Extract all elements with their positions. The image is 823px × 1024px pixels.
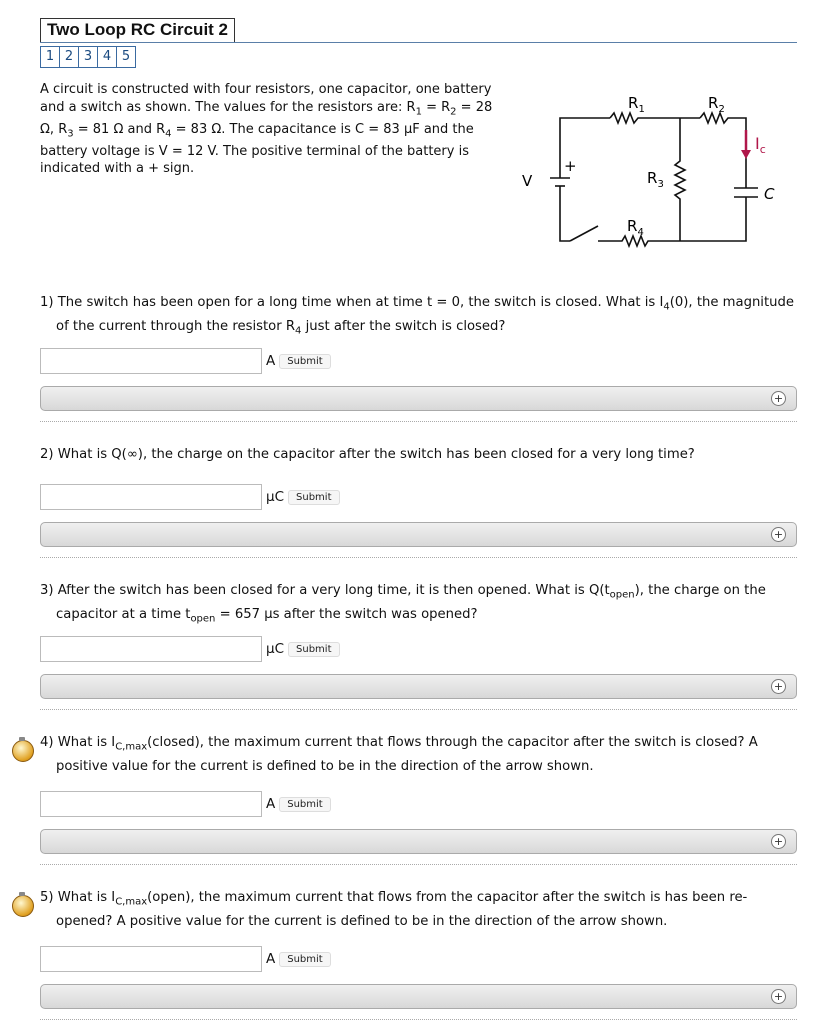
q5-text-b: (open), the maximum current that flows from the capacitor after the switch is has been re-opened? A positive value for the current is defined to be in the direction of the arrow shown. (56, 890, 748, 929)
q1-text-c: just after the switch is closed? (301, 318, 506, 334)
q5-unit: A (266, 951, 276, 967)
q3-submit-button[interactable]: Submit (288, 642, 339, 657)
tab-part-5[interactable]: 5 (116, 46, 136, 68)
q4-sub-1: C,max (115, 741, 148, 753)
q4-answer-input[interactable] (40, 791, 262, 817)
label-plus: + (564, 157, 577, 175)
problem-intro (40, 81, 500, 178)
intro-sub-3: 3 (67, 128, 74, 140)
resistor-r3 (675, 118, 685, 241)
q3-answer-row (40, 636, 340, 662)
q2-text: 2) What is Q(∞), the charge on the capacitor after the switch has been closed for a very long time? (40, 447, 695, 462)
q1-unit: A (266, 353, 276, 369)
intro-text-4: = 81 Ω and R (73, 121, 166, 137)
question-1 (40, 293, 800, 340)
q1-answer-row (40, 348, 331, 374)
divider (40, 709, 797, 710)
title-rule (40, 42, 797, 43)
timer-icon (12, 740, 34, 762)
expand-plus-icon[interactable]: + (771, 989, 786, 1004)
q5-sub-1: C,max (115, 896, 148, 908)
resistor-r4 (598, 203, 746, 246)
expand-plus-icon[interactable]: + (771, 391, 786, 406)
q2-answer-input[interactable] (40, 484, 262, 510)
switch (570, 226, 598, 241)
question-5 (40, 888, 800, 931)
current-label-ic: $I_c$ (755, 134, 766, 156)
q4-help-bar[interactable] (40, 829, 797, 854)
q1-sub-1: 4 (663, 301, 670, 313)
resistor-r1 (610, 113, 680, 123)
q3-unit: μC (266, 641, 285, 657)
intro-text-2: = R (421, 99, 451, 115)
q4-submit-button[interactable]: Submit (279, 797, 330, 812)
q3-sub-2: open (190, 613, 216, 625)
divider (40, 557, 797, 558)
tab-part-4[interactable]: 4 (97, 46, 117, 68)
tab-part-1[interactable]: 1 (40, 46, 60, 68)
q5-answer-row (40, 946, 331, 972)
q4-unit: A (266, 796, 276, 812)
question-2 (40, 445, 800, 464)
q3-text-c: = 657 μs after the switch was opened? (215, 606, 478, 622)
question-4 (40, 733, 800, 776)
q5-text-a: 5) What is I (40, 890, 116, 905)
title-bar (40, 18, 797, 42)
q4-text-b: (closed), the maximum current that flows through the capacitor after the switch is closed? A positive value for the current is defined to be in the direction of the arrow shown. (56, 735, 758, 774)
part-tabs (40, 46, 135, 68)
q1-submit-button[interactable]: Submit (279, 354, 330, 369)
tab-part-3[interactable]: 3 (78, 46, 98, 68)
intro-text-3: = 28 Ω, R (40, 99, 493, 137)
q3-sub-1: open (609, 589, 635, 601)
q4-text-a: 4) What is I (40, 735, 116, 750)
label-c: C (764, 185, 775, 203)
label-r4: $R_4$ (627, 217, 644, 238)
intro-sub-4: 4 (165, 128, 172, 140)
q2-help-bar[interactable] (40, 522, 797, 547)
resistor-r2 (700, 113, 746, 188)
intro-text-5: = 83 Ω. The capacitance is C = 83 μF and the battery voltage is V = 12 V. The positive terminal of the battery is indicated with a + sign. (40, 121, 474, 177)
q3-text-b: ), the charge on the capacitor at a time t (56, 583, 766, 622)
timer-icon (12, 895, 34, 917)
circuit-diagram (510, 86, 790, 261)
q2-submit-button[interactable]: Submit (288, 490, 339, 505)
q2-answer-row (40, 484, 340, 510)
q1-sub-2: 4 (295, 325, 302, 337)
question-3 (40, 581, 800, 628)
q1-help-bar[interactable] (40, 386, 797, 411)
q1-text-b: (0), the magnitude of the current through the resistor R (56, 295, 794, 334)
label-v: V (522, 172, 533, 190)
q5-submit-button[interactable]: Submit (279, 952, 330, 967)
q3-help-bar[interactable] (40, 674, 797, 699)
expand-plus-icon[interactable]: + (771, 679, 786, 694)
expand-plus-icon[interactable]: + (771, 834, 786, 849)
q1-answer-input[interactable] (40, 348, 262, 374)
intro-sub-1: 1 (415, 106, 422, 118)
q3-text-a: 3) After the switch has been closed for a very long time, it is then opened. What is Q(t (40, 583, 610, 598)
divider (40, 864, 797, 865)
page-title: Two Loop RC Circuit 2 (40, 18, 235, 42)
label-r2: $R_2$ (708, 94, 725, 115)
q5-answer-input[interactable] (40, 946, 262, 972)
tab-part-2[interactable]: 2 (59, 46, 79, 68)
q5-help-bar[interactable] (40, 984, 797, 1009)
label-r1: $R_1$ (628, 94, 645, 115)
current-arrow-head (741, 150, 751, 159)
q4-answer-row (40, 791, 331, 817)
intro-sub-2: 2 (450, 106, 457, 118)
divider (40, 421, 797, 422)
label-r3: $R_3$ (647, 169, 664, 190)
intro-text-1: A circuit is constructed with four resistors, one capacitor, one battery and a switch as shown. The values for the resistors are: R (40, 82, 492, 115)
q1-text-a: 1) The switch has been open for a long time when at time t = 0, the switch is closed. What is I (40, 295, 664, 310)
q3-answer-input[interactable] (40, 636, 262, 662)
expand-plus-icon[interactable]: + (771, 527, 786, 542)
q2-unit: μC (266, 489, 285, 505)
divider (40, 1019, 797, 1020)
